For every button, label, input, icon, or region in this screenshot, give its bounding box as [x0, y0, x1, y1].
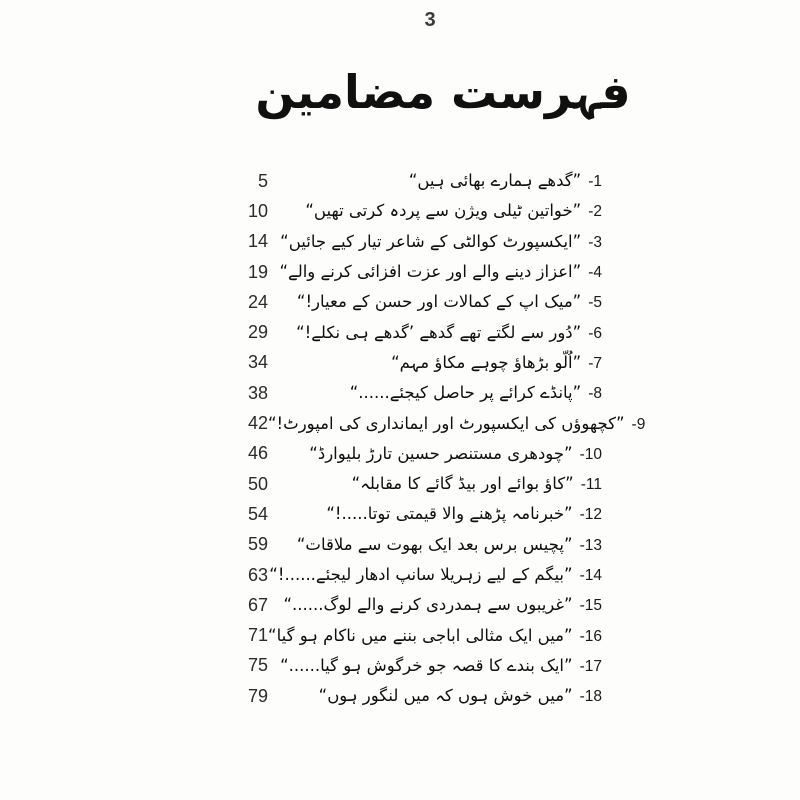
toc-entry-index: 4- [588, 264, 602, 282]
toc-page-number: 42 [247, 413, 268, 434]
toc-page-number: 59 [247, 534, 268, 555]
toc-row [224, 439, 602, 469]
toc-entry-index: 3- [588, 233, 602, 251]
toc-page-number: 14 [247, 231, 268, 252]
toc-entry-index: 9- [631, 415, 646, 433]
toc-entry-title: ”غریبوں سے ہمدردی کرنے والے لوگ......“ [283, 595, 573, 615]
toc-row [224, 257, 602, 287]
toc-page-number: 75 [247, 655, 268, 676]
toc-entry [268, 656, 602, 676]
toc-entry-index: 11- [580, 476, 602, 494]
page-heading: فہرست مضامین [255, 65, 631, 119]
toc-row [224, 317, 602, 347]
toc-entry-title: ”خبرنامہ پڑھنے والا قیمتی توتا.....!“ [326, 504, 573, 524]
folio-number: 3 [424, 9, 436, 31]
toc-row [224, 620, 602, 650]
toc-row [224, 166, 602, 196]
toc-row [224, 378, 602, 408]
toc-page-number: 24 [247, 291, 268, 312]
toc-entry-index: 8- [588, 385, 602, 403]
toc-page-number: 71 [247, 625, 268, 646]
toc-entry-title: ”میک اپ کے کمالات اور حسن کے معیار!“ [296, 292, 582, 312]
toc-entry-title: ”بیگم کے لیے زہریلا سانپ ادھار لیجئے......!“ [269, 565, 573, 584]
toc-entry [268, 626, 602, 646]
toc-entry-title: ”اُلّو بڑھاؤ چوہے مکاؤ مہم“ [391, 352, 582, 372]
toc-row [224, 681, 602, 711]
toc-entry-index: 16- [579, 627, 602, 645]
toc-entry [268, 474, 602, 494]
toc-list [224, 166, 646, 711]
toc-entry-title: ”میں ایک مثالی اباجی بننے میں ناکام ہو گیا“ [268, 625, 573, 645]
toc-entry [268, 171, 602, 191]
toc-entry-title: ”پچیس برس بعد ایک بھوت سے ملاقات“ [296, 534, 573, 554]
toc-entry [268, 292, 602, 312]
toc-page-number: 46 [247, 443, 268, 464]
toc-entry [268, 535, 602, 555]
toc-entry [268, 353, 602, 373]
toc-entry-index: 5- [588, 294, 602, 312]
toc-entry [268, 232, 602, 252]
toc-entry-title: ”میں خوش ہوں کہ میں لنگور ہوں“ [318, 686, 573, 706]
toc-page-number: 19 [247, 261, 268, 282]
toc-entry-title: ”ایک بندے کا قصہ جو خرگوش ہو گیا......“ [280, 655, 573, 675]
toc-entry [268, 444, 602, 464]
toc-row [224, 530, 602, 560]
toc-entry-title: ”دُور سے لگتے تھے گدھے ’گدھے ہی نکلے!“ [296, 322, 582, 342]
toc-row [224, 227, 602, 257]
toc-row [224, 348, 602, 378]
toc-entry-index: 17- [579, 657, 602, 675]
toc-entry-index: 6- [588, 324, 602, 342]
toc-entry-title: ”کچھوؤں کی ایکسپورٹ اور ایمانداری کی امپورٹ!“ [268, 413, 625, 433]
toc-entry-index: 1- [588, 173, 602, 191]
toc-page-number: 5 [257, 170, 268, 191]
toc-entry [268, 686, 602, 706]
toc-entry [268, 565, 602, 585]
toc-entry-title: ”کاؤ بوائے اور بیڈ گائے کا مقابلہ“ [351, 474, 574, 494]
toc-page-number: 38 [247, 382, 268, 403]
toc-entry [268, 201, 602, 221]
toc-entry [268, 595, 602, 615]
toc-entry-index: 2- [588, 203, 602, 221]
toc-page-number: 63 [247, 564, 268, 585]
toc-entry-title: ”خواتین ٹیلی ویژن سے پردہ کرتی تھیں“ [305, 201, 582, 221]
toc-entry-title: ”پانڈے کرائے پر حاصل کیجئے......“ [349, 383, 582, 403]
toc-page-number: 67 [247, 594, 268, 615]
toc-entry [268, 504, 602, 524]
toc-page-number: 54 [247, 503, 268, 524]
toc-entry-index: 12- [579, 506, 602, 524]
toc-entry-title: ”اعزاز دینے والے اور عزت افزائی کرنے والے“ [279, 262, 582, 282]
toc-entry-title: ”ایکسپورٹ کوالٹی کے شاعر تیار کیے جائیں“ [280, 231, 582, 251]
toc-row [224, 651, 602, 681]
toc-entry-title: ”گدھے ہمارے بھائی ہیں“ [408, 171, 582, 191]
toc-entry [268, 383, 602, 403]
toc-row [224, 408, 646, 438]
toc-page-number: 50 [247, 473, 268, 494]
toc-entry-index: 14- [579, 567, 602, 584]
toc-entry-index: 13- [579, 536, 602, 554]
toc-row [224, 560, 602, 590]
toc-entry-index: 10- [579, 445, 602, 463]
toc-row [224, 287, 602, 317]
toc-row [224, 499, 602, 529]
toc-page-number: 34 [247, 352, 268, 373]
toc-page-number: 10 [247, 200, 268, 221]
toc-entry [268, 414, 645, 434]
toc-entry [268, 262, 602, 282]
toc-page-number: 29 [247, 322, 268, 343]
toc-entry-title: ”چودھری مستنصر حسین تارڑ بلیوارڈ“ [309, 443, 573, 463]
toc-page-number: 79 [247, 685, 268, 706]
toc-entry [268, 323, 602, 343]
toc-entry-index: 7- [588, 354, 602, 372]
toc-entry-index: 15- [579, 597, 602, 615]
toc-entry-index: 18- [579, 688, 602, 706]
toc-row [224, 590, 602, 620]
toc-row [224, 196, 602, 226]
toc-row [224, 469, 602, 499]
